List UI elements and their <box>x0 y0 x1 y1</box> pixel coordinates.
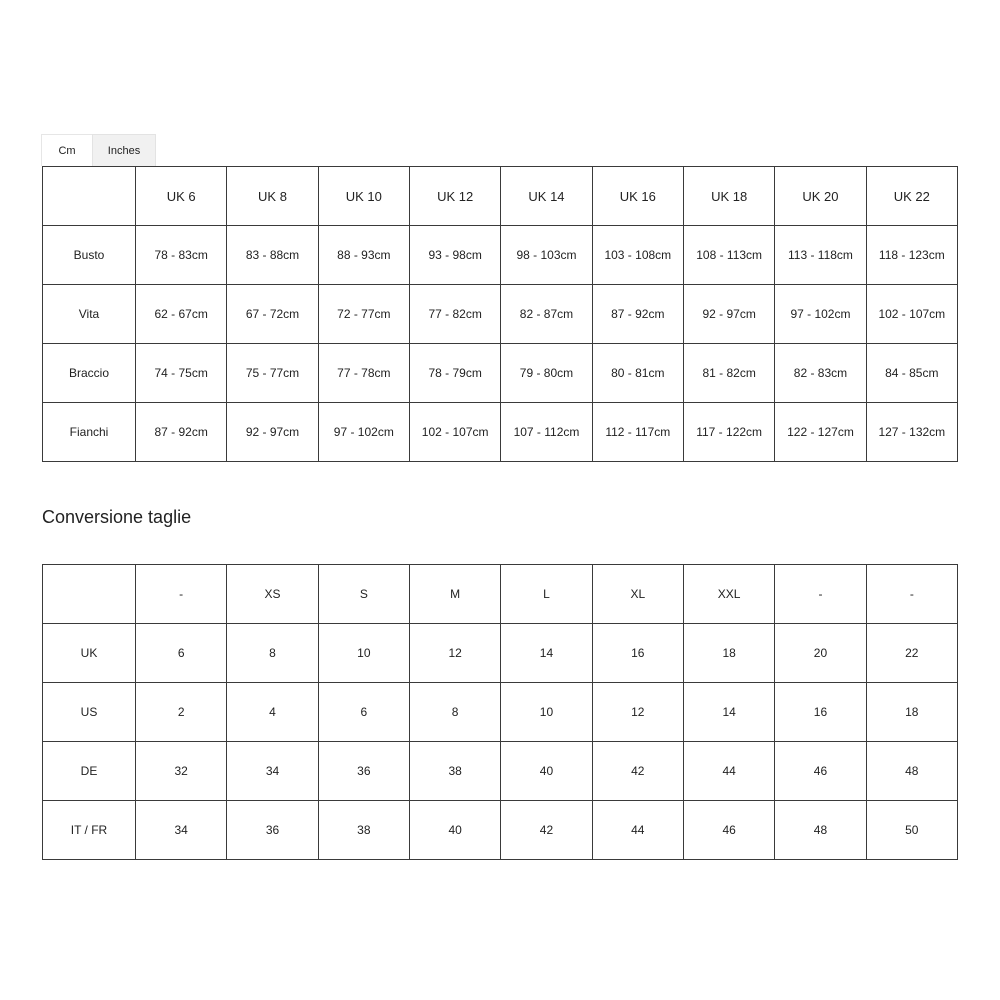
conversion-cell: 8 <box>227 624 318 683</box>
conversion-cell: 48 <box>775 801 866 860</box>
measure-corner-cell <box>43 167 136 226</box>
measure-column-header: UK 18 <box>683 167 774 226</box>
table-row <box>43 742 958 801</box>
conversion-cell: 2 <box>136 683 227 742</box>
measure-row-label: Vita <box>43 285 136 344</box>
table-row <box>43 344 958 403</box>
table-row <box>43 801 958 860</box>
section-title-conversion: Conversione taglie <box>42 507 192 527</box>
conversion-column-header: - <box>775 565 866 624</box>
measure-cell: 102 - 107cm <box>866 285 957 344</box>
measure-cell: 93 - 98cm <box>409 226 500 285</box>
measure-column-header: UK 6 <box>136 167 227 226</box>
measure-cell: 112 - 117cm <box>592 403 683 462</box>
conversion-column-header: - <box>866 565 957 624</box>
table-row <box>43 624 958 683</box>
conversion-cell: 46 <box>683 801 774 860</box>
conversion-cell: 8 <box>409 683 500 742</box>
conversion-cell: 48 <box>866 742 957 801</box>
measure-cell: 113 - 118cm <box>775 226 866 285</box>
conversion-cell: 34 <box>136 801 227 860</box>
conversion-cell: 16 <box>592 624 683 683</box>
conversion-row-label: US <box>43 683 136 742</box>
conversion-row-label: IT / FR <box>43 801 136 860</box>
measure-row-label: Braccio <box>43 344 136 403</box>
table-row <box>43 403 958 462</box>
measure-column-header: UK 10 <box>318 167 409 226</box>
table-row <box>43 683 958 742</box>
conversion-row-label: UK <box>43 624 136 683</box>
measure-cell: 118 - 123cm <box>866 226 957 285</box>
measure-column-header: UK 20 <box>775 167 866 226</box>
conversion-column-header: L <box>501 565 592 624</box>
measure-cell: 74 - 75cm <box>136 344 227 403</box>
measure-header-row <box>43 167 958 226</box>
conversion-column-header: XXL <box>683 565 774 624</box>
measure-cell: 108 - 113cm <box>683 226 774 285</box>
measure-cell: 117 - 122cm <box>683 403 774 462</box>
conversion-cell: 50 <box>866 801 957 860</box>
conversion-column-header: XL <box>592 565 683 624</box>
conversion-cell: 18 <box>683 624 774 683</box>
measure-cell: 98 - 103cm <box>501 226 592 285</box>
conversion-cell: 44 <box>683 742 774 801</box>
measure-cell: 79 - 80cm <box>501 344 592 403</box>
conversion-cell: 44 <box>592 801 683 860</box>
conversion-cell: 40 <box>501 742 592 801</box>
measure-cell: 97 - 102cm <box>775 285 866 344</box>
conversion-cell: 36 <box>318 742 409 801</box>
measure-cell: 77 - 78cm <box>318 344 409 403</box>
conversion-cell: 4 <box>227 683 318 742</box>
measure-cell: 92 - 97cm <box>683 285 774 344</box>
conversion-cell: 10 <box>501 683 592 742</box>
measure-column-header: UK 8 <box>227 167 318 226</box>
measure-cell: 81 - 82cm <box>683 344 774 403</box>
conversion-cell: 16 <box>775 683 866 742</box>
conversion-cell: 20 <box>775 624 866 683</box>
conversion-cell: 32 <box>136 742 227 801</box>
measure-cell: 92 - 97cm <box>227 403 318 462</box>
measure-cell: 107 - 112cm <box>501 403 592 462</box>
conversion-cell: 46 <box>775 742 866 801</box>
conversion-column-header: XS <box>227 565 318 624</box>
conversion-cell: 40 <box>409 801 500 860</box>
conversion-cell: 14 <box>683 683 774 742</box>
table-row <box>43 285 958 344</box>
measure-cell: 127 - 132cm <box>866 403 957 462</box>
tab-inches[interactable]: Inches <box>92 134 156 166</box>
measure-cell: 97 - 102cm <box>318 403 409 462</box>
measure-cell: 75 - 77cm <box>227 344 318 403</box>
measure-column-header: UK 12 <box>409 167 500 226</box>
measure-cell: 103 - 108cm <box>592 226 683 285</box>
measure-row-label: Fianchi <box>43 403 136 462</box>
measure-cell: 88 - 93cm <box>318 226 409 285</box>
measure-row-label: Busto <box>43 226 136 285</box>
measure-cell: 67 - 72cm <box>227 285 318 344</box>
measure-cell: 87 - 92cm <box>592 285 683 344</box>
measure-cell: 78 - 79cm <box>409 344 500 403</box>
conversion-cell: 38 <box>318 801 409 860</box>
measure-cell: 82 - 83cm <box>775 344 866 403</box>
conversion-cell: 38 <box>409 742 500 801</box>
conversion-cell: 14 <box>501 624 592 683</box>
conversion-corner-cell <box>43 565 136 624</box>
measure-column-header: UK 16 <box>592 167 683 226</box>
measure-cell: 72 - 77cm <box>318 285 409 344</box>
unit-tabs <box>41 134 156 166</box>
conversion-header-row <box>43 565 958 624</box>
conversion-cell: 6 <box>318 683 409 742</box>
measure-cell: 84 - 85cm <box>866 344 957 403</box>
conversion-column-header: M <box>409 565 500 624</box>
conversion-cell: 34 <box>227 742 318 801</box>
conversion-cell: 12 <box>592 683 683 742</box>
measure-cell: 77 - 82cm <box>409 285 500 344</box>
conversion-cell: 10 <box>318 624 409 683</box>
conversion-cell: 12 <box>409 624 500 683</box>
measure-cell: 78 - 83cm <box>136 226 227 285</box>
table-row <box>43 226 958 285</box>
conversion-cell: 42 <box>501 801 592 860</box>
conversion-cell: 18 <box>866 683 957 742</box>
conversion-cell: 36 <box>227 801 318 860</box>
measure-cell: 62 - 67cm <box>136 285 227 344</box>
conversion-column-header: - <box>136 565 227 624</box>
size-measurements-table <box>42 166 958 462</box>
conversion-cell: 22 <box>866 624 957 683</box>
measure-column-header: UK 14 <box>501 167 592 226</box>
measure-cell: 102 - 107cm <box>409 403 500 462</box>
measure-column-header: UK 22 <box>866 167 957 226</box>
conversion-cell: 42 <box>592 742 683 801</box>
size-conversion-table <box>42 564 958 860</box>
measure-cell: 83 - 88cm <box>227 226 318 285</box>
measure-cell: 80 - 81cm <box>592 344 683 403</box>
tab-cm[interactable]: Cm <box>41 134 92 166</box>
conversion-column-header: S <box>318 565 409 624</box>
measure-cell: 87 - 92cm <box>136 403 227 462</box>
conversion-row-label: DE <box>43 742 136 801</box>
measure-cell: 82 - 87cm <box>501 285 592 344</box>
measure-cell: 122 - 127cm <box>775 403 866 462</box>
conversion-cell: 6 <box>136 624 227 683</box>
